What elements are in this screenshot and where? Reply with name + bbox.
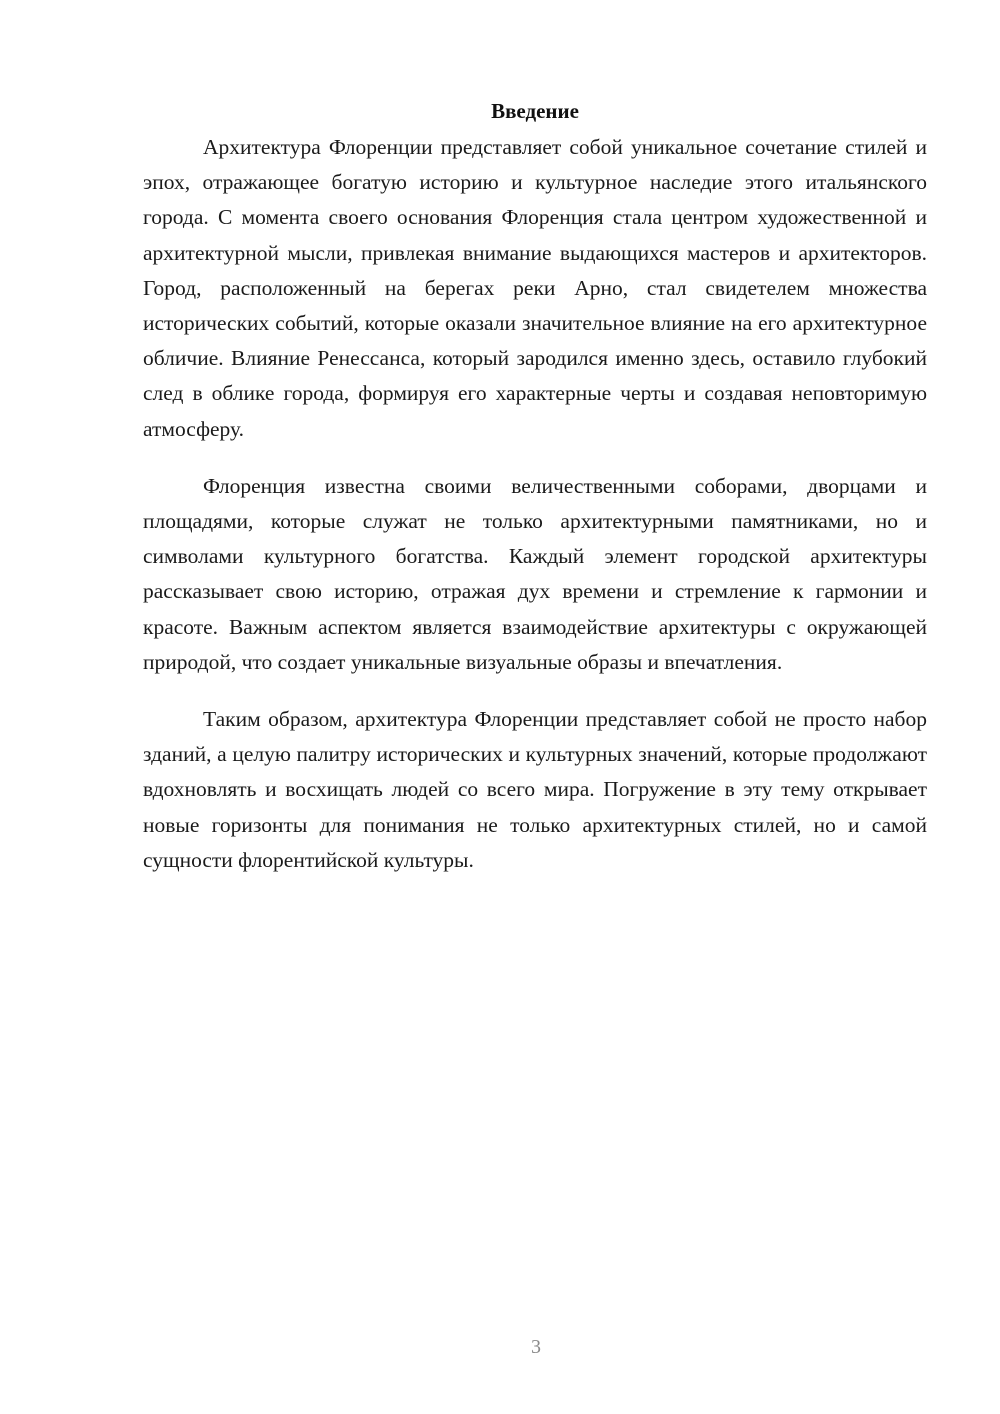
page-content (143, 94, 927, 900)
page-number: 3 (531, 1336, 541, 1358)
paragraph-2: Флоренция известна своими величественными соборами, дворцами и площадями, которые служат не только архитектурными памятниками, но и символами культурного богатства. Каждый элемент городской архитектуры рассказывает свою историю, отражая дух времени и стремление к гармонии и красоте. Важным аспектом является взаимодействие архитектуры с окружающей природой, что создает уникальные визуальные образы и впечатления. (143, 473, 927, 674)
paragraph-3: Таким образом, архитектура Флоренции представляет собой не просто набор зданий, а целую палитру исторических и культурных значений, которые продолжают вдохновлять и восхищать людей со всего мира. Погружение в эту тему открывает новые горизонты для понимания не только архитектурных стилей, но и самой сущности флорентийской культуры. (143, 707, 927, 872)
section-heading: Введение (491, 99, 579, 123)
paragraph-1: Архитектура Флоренции представляет собой уникальное сочетание стилей и эпох, отражающее богатую историю и культурное наследие этого итальянского города. С момента своего основания Флоренция стала центром художественной и архитектурной мысли, привлекая внимание выдающихся мастеров и архитекторов. Город, расположенный на берегах реки Арно, стал свидетелем множества исторических событий, которые оказали значительное влияние на его архитектурное обличие. Влияние Ренессанса, который зародился именно здесь, оставило глубокий след в облике города, формируя его характерные черты и создавая неповторимую атмосферу. (143, 135, 927, 441)
